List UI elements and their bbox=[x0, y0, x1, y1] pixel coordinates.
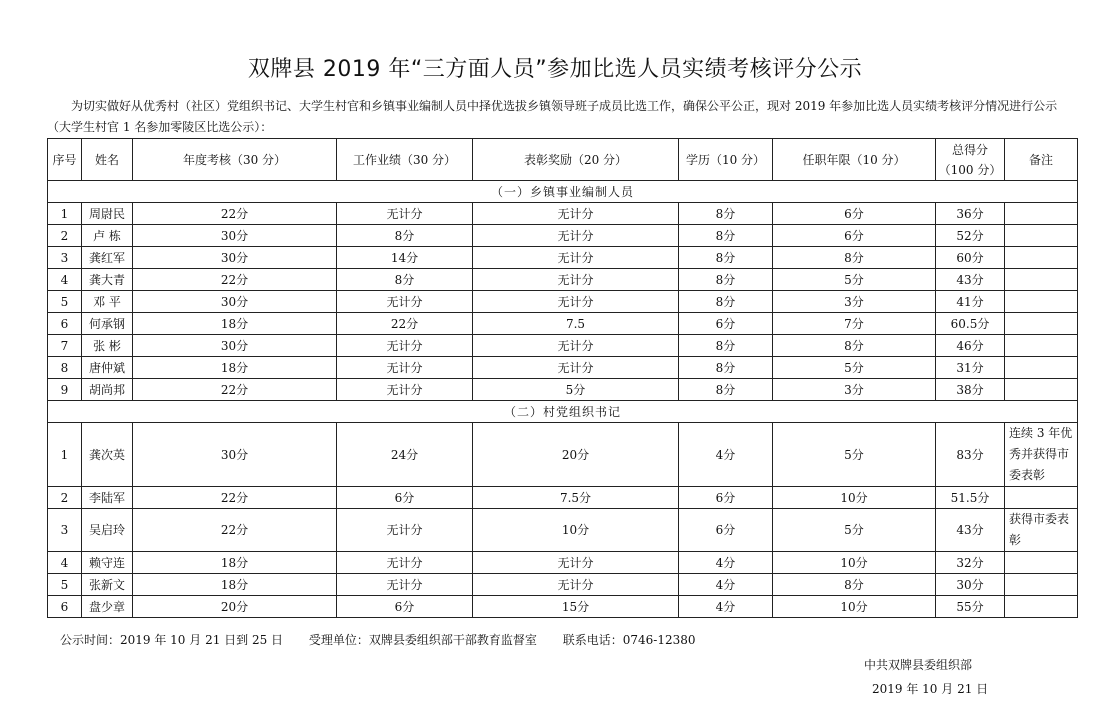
cell-name: 邓 平 bbox=[82, 291, 133, 313]
handling-unit: 受理单位：双牌县委组织部干部教育监督室 bbox=[308, 633, 537, 647]
cell-awards: 无计分 bbox=[473, 335, 679, 357]
table-row bbox=[48, 203, 1078, 225]
cell-total: 55分 bbox=[936, 596, 1005, 618]
cell-no: 5 bbox=[48, 574, 82, 596]
cell-performance: 6分 bbox=[337, 487, 473, 509]
cell-note: 获得市委表彰 bbox=[1005, 509, 1078, 552]
col-header-performance: 工作业绩（30 分） bbox=[337, 139, 473, 181]
cell-no: 7 bbox=[48, 335, 82, 357]
score-table bbox=[47, 138, 1078, 618]
cell-performance: 14分 bbox=[337, 247, 473, 269]
table-row bbox=[48, 379, 1078, 401]
cell-awards: 7.5 bbox=[473, 313, 679, 335]
cell-annual: 22分 bbox=[133, 203, 337, 225]
cell-education: 4分 bbox=[679, 423, 773, 487]
cell-education: 4分 bbox=[679, 552, 773, 574]
cell-total: 43分 bbox=[936, 269, 1005, 291]
cell-performance: 无计分 bbox=[337, 291, 473, 313]
cell-total: 43分 bbox=[936, 509, 1005, 552]
cell-education: 6分 bbox=[679, 313, 773, 335]
cell-name: 唐仲斌 bbox=[82, 357, 133, 379]
cell-total: 60.5分 bbox=[936, 313, 1005, 335]
table-row bbox=[48, 487, 1078, 509]
cell-note bbox=[1005, 357, 1078, 379]
cell-performance: 无计分 bbox=[337, 357, 473, 379]
cell-no: 2 bbox=[48, 225, 82, 247]
publicity-period: 公示时间：2019 年 10 月 21 日到 25 日 bbox=[60, 633, 284, 647]
cell-tenure: 5分 bbox=[773, 357, 936, 379]
table-row bbox=[48, 574, 1078, 596]
cell-education: 8分 bbox=[679, 379, 773, 401]
cell-awards: 5分 bbox=[473, 379, 679, 401]
cell-education: 8分 bbox=[679, 225, 773, 247]
cell-name: 龚次英 bbox=[82, 423, 133, 487]
table-row bbox=[48, 335, 1078, 357]
cell-annual: 30分 bbox=[133, 225, 337, 247]
cell-tenure: 10分 bbox=[773, 596, 936, 618]
cell-total: 36分 bbox=[936, 203, 1005, 225]
cell-name: 何承钢 bbox=[82, 313, 133, 335]
cell-annual: 30分 bbox=[133, 291, 337, 313]
cell-note bbox=[1005, 487, 1078, 509]
cell-awards: 无计分 bbox=[473, 291, 679, 313]
cell-education: 6分 bbox=[679, 509, 773, 552]
cell-name: 张 彬 bbox=[82, 335, 133, 357]
section-row bbox=[48, 401, 1078, 423]
cell-name: 周尉民 bbox=[82, 203, 133, 225]
cell-education: 4分 bbox=[679, 596, 773, 618]
cell-annual: 18分 bbox=[133, 552, 337, 574]
cell-tenure: 5分 bbox=[773, 423, 936, 487]
col-header-no: 序号 bbox=[48, 139, 82, 181]
cell-note bbox=[1005, 552, 1078, 574]
cell-awards: 15分 bbox=[473, 596, 679, 618]
cell-performance: 无计分 bbox=[337, 379, 473, 401]
col-header-tenure: 任职年限（10 分） bbox=[773, 139, 936, 181]
cell-education: 6分 bbox=[679, 487, 773, 509]
cell-awards: 无计分 bbox=[473, 247, 679, 269]
cell-annual: 30分 bbox=[133, 247, 337, 269]
cell-awards: 无计分 bbox=[473, 552, 679, 574]
col-header-awards: 表彰奖励（20 分） bbox=[473, 139, 679, 181]
cell-tenure: 3分 bbox=[773, 291, 936, 313]
cell-tenure: 10分 bbox=[773, 487, 936, 509]
cell-no: 4 bbox=[48, 552, 82, 574]
cell-awards: 无计分 bbox=[473, 574, 679, 596]
cell-tenure: 3分 bbox=[773, 379, 936, 401]
cell-note: 连续 3 年优秀并获得市委表彰 bbox=[1005, 423, 1078, 487]
cell-awards: 10分 bbox=[473, 509, 679, 552]
cell-education: 8分 bbox=[679, 357, 773, 379]
cell-note bbox=[1005, 247, 1078, 269]
cell-note bbox=[1005, 225, 1078, 247]
cell-performance: 22分 bbox=[337, 313, 473, 335]
cell-total: 60分 bbox=[936, 247, 1005, 269]
cell-no: 1 bbox=[48, 423, 82, 487]
footer-info bbox=[60, 631, 718, 648]
cell-annual: 30分 bbox=[133, 423, 337, 487]
cell-annual: 22分 bbox=[133, 509, 337, 552]
cell-education: 4分 bbox=[679, 574, 773, 596]
cell-annual: 18分 bbox=[133, 313, 337, 335]
cell-no: 6 bbox=[48, 596, 82, 618]
header-row bbox=[48, 139, 1078, 181]
cell-performance: 无计分 bbox=[337, 509, 473, 552]
cell-total: 30分 bbox=[936, 574, 1005, 596]
cell-awards: 无计分 bbox=[473, 269, 679, 291]
cell-performance: 8分 bbox=[337, 269, 473, 291]
cell-no: 4 bbox=[48, 269, 82, 291]
section-row bbox=[48, 181, 1078, 203]
cell-tenure: 8分 bbox=[773, 247, 936, 269]
cell-performance: 24分 bbox=[337, 423, 473, 487]
cell-performance: 8分 bbox=[337, 225, 473, 247]
intro-paragraph: 为切实做好从优秀村（社区）党组织书记、大学生村官和乡镇事业编制人员中择优选拔乡镇领导班子成员比选工作，确保公平公正，现对 2019 年参加比选人员实绩考核评分情况进行公示（大学生村官 1 名参加零陵区比选公示）： bbox=[47, 99, 1058, 134]
table-row bbox=[48, 596, 1078, 618]
cell-performance: 无计分 bbox=[337, 335, 473, 357]
cell-annual: 18分 bbox=[133, 357, 337, 379]
table-row bbox=[48, 247, 1078, 269]
cell-tenure: 8分 bbox=[773, 335, 936, 357]
cell-performance: 6分 bbox=[337, 596, 473, 618]
cell-total: 51.5分 bbox=[936, 487, 1005, 509]
cell-education: 8分 bbox=[679, 335, 773, 357]
cell-annual: 30分 bbox=[133, 335, 337, 357]
cell-note bbox=[1005, 379, 1078, 401]
section-title: （二）村党组织书记 bbox=[48, 401, 1078, 423]
cell-name: 卢 栋 bbox=[82, 225, 133, 247]
cell-tenure: 6分 bbox=[773, 225, 936, 247]
cell-annual: 20分 bbox=[133, 596, 337, 618]
col-header-name: 姓名 bbox=[82, 139, 133, 181]
cell-name: 赖守连 bbox=[82, 552, 133, 574]
col-header-annual: 年度考核（30 分） bbox=[133, 139, 337, 181]
cell-tenure: 7分 bbox=[773, 313, 936, 335]
cell-awards: 20分 bbox=[473, 423, 679, 487]
cell-no: 8 bbox=[48, 357, 82, 379]
cell-performance: 无计分 bbox=[337, 203, 473, 225]
cell-annual: 22分 bbox=[133, 269, 337, 291]
cell-note bbox=[1005, 335, 1078, 357]
cell-name: 吴启玲 bbox=[82, 509, 133, 552]
cell-annual: 18分 bbox=[133, 574, 337, 596]
cell-performance: 无计分 bbox=[337, 574, 473, 596]
table-row bbox=[48, 552, 1078, 574]
cell-education: 8分 bbox=[679, 203, 773, 225]
cell-name: 龚大青 bbox=[82, 269, 133, 291]
cell-total: 46分 bbox=[936, 335, 1005, 357]
cell-name: 龚红军 bbox=[82, 247, 133, 269]
cell-total: 32分 bbox=[936, 552, 1005, 574]
cell-no: 5 bbox=[48, 291, 82, 313]
cell-tenure: 8分 bbox=[773, 574, 936, 596]
cell-total: 41分 bbox=[936, 291, 1005, 313]
cell-no: 2 bbox=[48, 487, 82, 509]
cell-note bbox=[1005, 596, 1078, 618]
cell-total: 31分 bbox=[936, 357, 1005, 379]
cell-name: 胡尚邦 bbox=[82, 379, 133, 401]
section-title: （一）乡镇事业编制人员 bbox=[48, 181, 1078, 203]
cell-no: 1 bbox=[48, 203, 82, 225]
cell-total: 38分 bbox=[936, 379, 1005, 401]
cell-total: 83分 bbox=[936, 423, 1005, 487]
col-header-education: 学历（10 分） bbox=[679, 139, 773, 181]
col-header-total: 总得分（100 分） bbox=[936, 139, 1005, 181]
cell-name: 盘少章 bbox=[82, 596, 133, 618]
cell-no: 3 bbox=[48, 247, 82, 269]
cell-tenure: 6分 bbox=[773, 203, 936, 225]
cell-awards: 无计分 bbox=[473, 203, 679, 225]
cell-note bbox=[1005, 574, 1078, 596]
table-row bbox=[48, 423, 1078, 487]
cell-education: 8分 bbox=[679, 247, 773, 269]
table-row bbox=[48, 357, 1078, 379]
cell-name: 张新文 bbox=[82, 574, 133, 596]
issue-date: 2019 年 10 月 21 日 bbox=[872, 682, 989, 696]
cell-no: 6 bbox=[48, 313, 82, 335]
cell-tenure: 10分 bbox=[773, 552, 936, 574]
contact-phone: 联系电话：0746-12380 bbox=[562, 633, 696, 647]
cell-annual: 22分 bbox=[133, 379, 337, 401]
cell-note bbox=[1005, 269, 1078, 291]
cell-tenure: 5分 bbox=[773, 269, 936, 291]
col-header-note: 备注 bbox=[1005, 139, 1078, 181]
cell-no: 3 bbox=[48, 509, 82, 552]
cell-education: 8分 bbox=[679, 291, 773, 313]
cell-education: 8分 bbox=[679, 269, 773, 291]
cell-performance: 无计分 bbox=[337, 552, 473, 574]
cell-no: 9 bbox=[48, 379, 82, 401]
table-row bbox=[48, 509, 1078, 552]
table-row bbox=[48, 269, 1078, 291]
cell-name: 李陆军 bbox=[82, 487, 133, 509]
page-title: 双牌县 2019 年“三方面人员”参加比选人员实绩考核评分公示 bbox=[247, 57, 863, 82]
table-row bbox=[48, 225, 1078, 247]
table-row bbox=[48, 291, 1078, 313]
cell-awards: 7.5分 bbox=[473, 487, 679, 509]
cell-note bbox=[1005, 313, 1078, 335]
cell-awards: 无计分 bbox=[473, 357, 679, 379]
cell-note bbox=[1005, 203, 1078, 225]
cell-awards: 无计分 bbox=[473, 225, 679, 247]
cell-total: 52分 bbox=[936, 225, 1005, 247]
cell-note bbox=[1005, 291, 1078, 313]
cell-annual: 22分 bbox=[133, 487, 337, 509]
table-row bbox=[48, 313, 1078, 335]
cell-tenure: 5分 bbox=[773, 509, 936, 552]
issuer: 中共双牌县委组织部 bbox=[864, 658, 973, 672]
